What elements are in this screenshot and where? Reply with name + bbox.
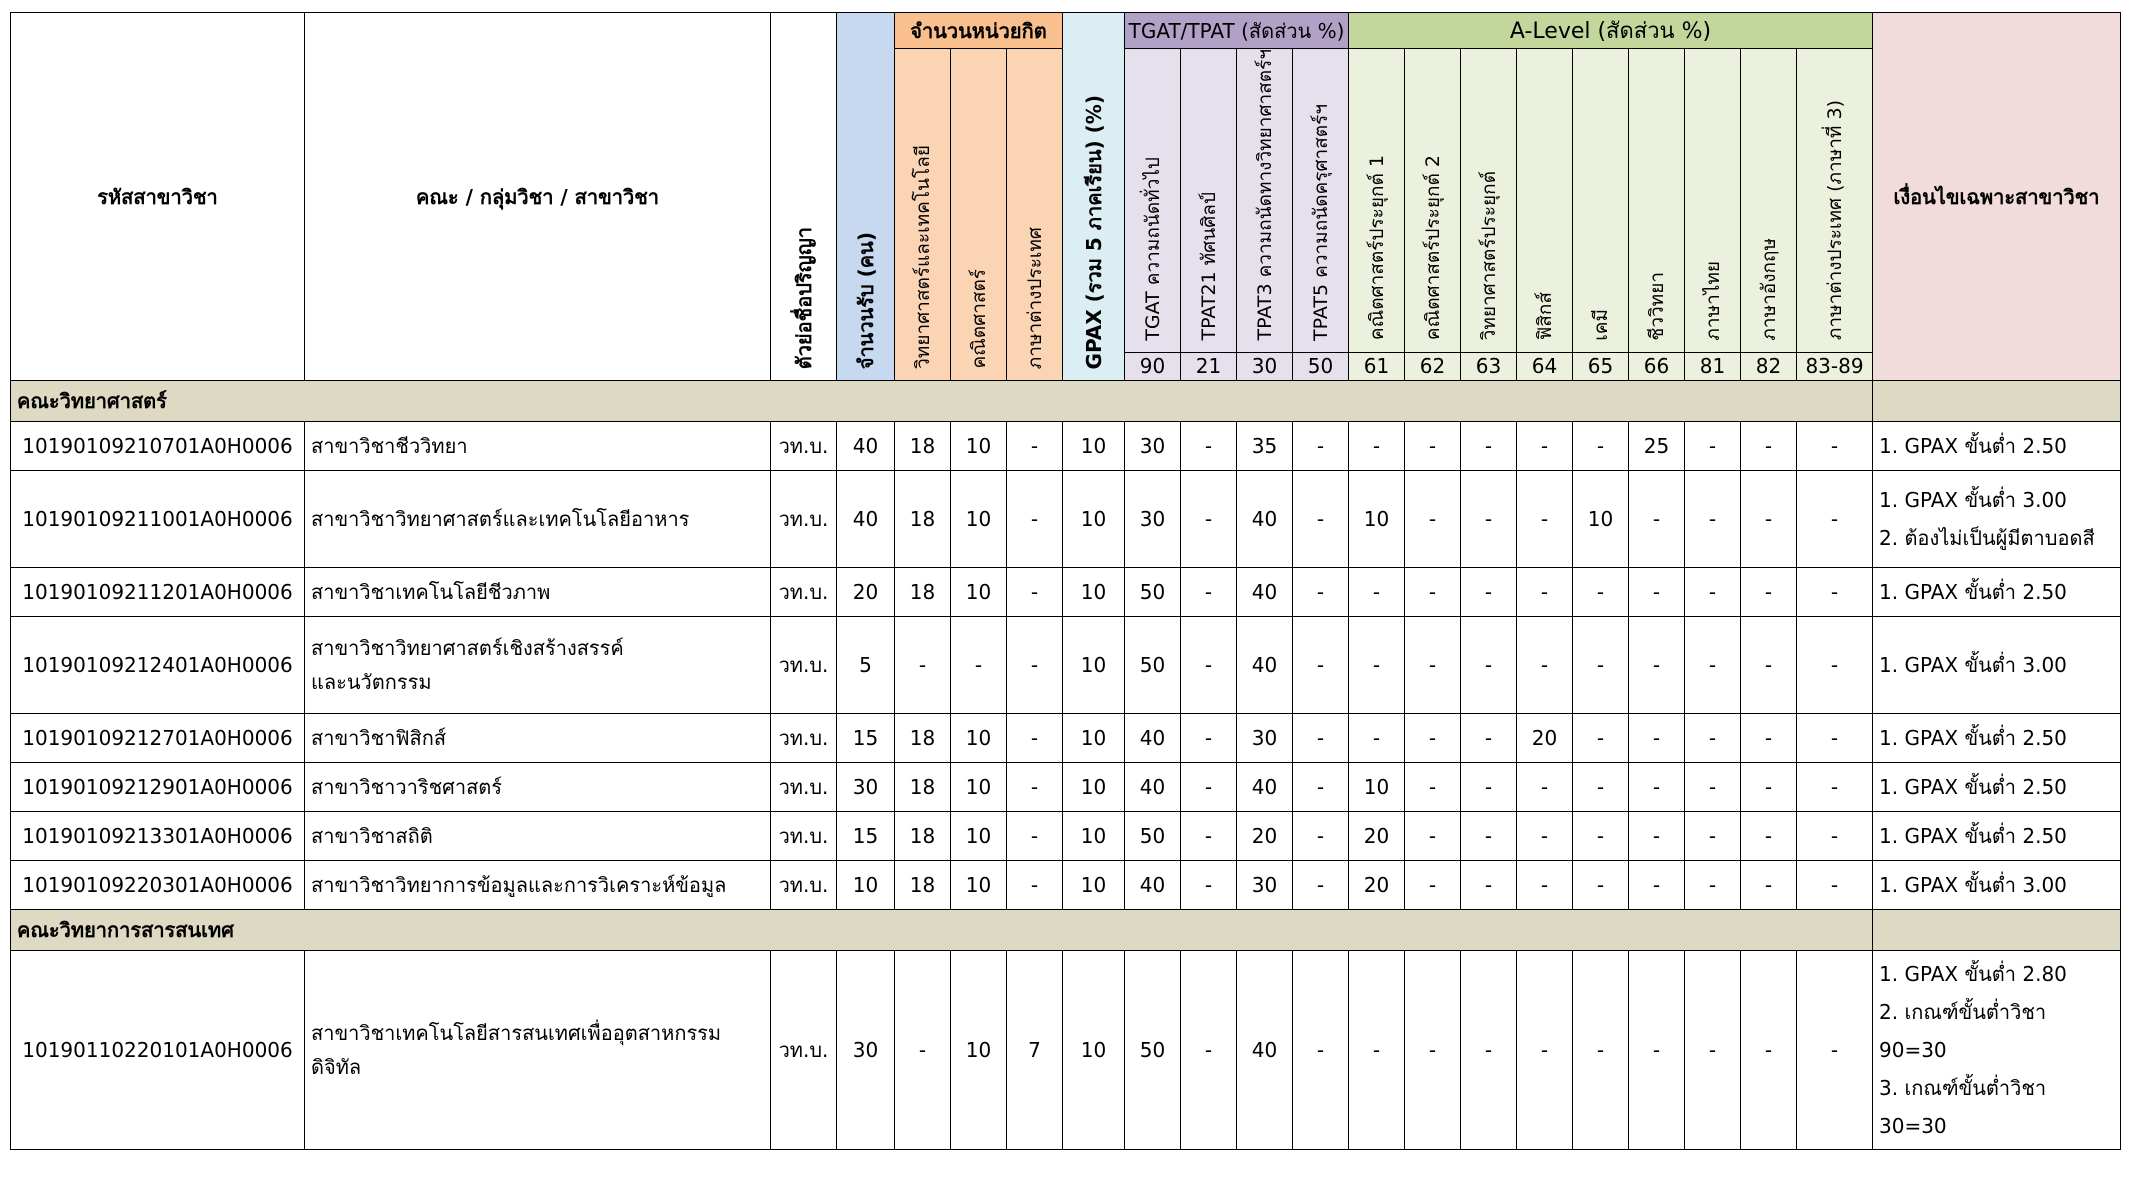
tgat-cell: - xyxy=(1293,422,1349,471)
alevel-cell: - xyxy=(1741,568,1797,617)
header-alevel-code: 83-89 xyxy=(1797,352,1873,380)
tgat-cell: 20 xyxy=(1237,812,1293,861)
alevel-cell: - xyxy=(1461,617,1517,714)
header-credits-col: คณิตศาสตร์ xyxy=(951,49,1007,381)
header-tgat-col: TPAT5 ความถนัดครุศาสตร์ฯ xyxy=(1293,49,1349,353)
header-faculty-major: คณะ / กลุ่มวิชา / สาขาวิชา xyxy=(305,13,771,381)
alevel-cell: - xyxy=(1349,951,1405,1150)
alevel-cell: - xyxy=(1517,951,1573,1150)
credits-cell: 7 xyxy=(1007,951,1063,1150)
tgat-cell: 50 xyxy=(1125,617,1181,714)
alevel-cell: - xyxy=(1741,617,1797,714)
tgat-cell: - xyxy=(1293,617,1349,714)
tgat-cell: 40 xyxy=(1237,617,1293,714)
tgat-cell: - xyxy=(1181,471,1237,568)
quota-cell: 15 xyxy=(837,714,895,763)
tgat-cell: - xyxy=(1181,763,1237,812)
credits-cell: 10 xyxy=(951,422,1007,471)
major-name-line: สาขาวิชาวิทยาการข้อมูลและการวิเคราะห์ข้อมูล xyxy=(311,873,727,897)
tgat-cell: 40 xyxy=(1237,951,1293,1150)
tgat-cell: - xyxy=(1293,714,1349,763)
table-row xyxy=(11,812,2121,861)
alevel-cell: - xyxy=(1797,568,1873,617)
alevel-cell: - xyxy=(1685,763,1741,812)
alevel-cell: - xyxy=(1573,763,1629,812)
faculty-name: คณะวิทยาศาสตร์ xyxy=(11,381,1873,422)
header-credits-col: ภาษาต่างประเทศ xyxy=(1007,49,1063,381)
alevel-cell: - xyxy=(1685,714,1741,763)
condition-line: 1. GPAX ขั้นต่ำ 2.50 xyxy=(1879,580,2067,604)
alevel-cell: - xyxy=(1517,422,1573,471)
faculty-section-row xyxy=(11,381,2121,422)
degree-cell: วท.บ. xyxy=(771,617,837,714)
tgat-cell: - xyxy=(1181,951,1237,1150)
major-code-cell: 10190109210701A0H0006 xyxy=(11,422,305,471)
alevel-cell: - xyxy=(1461,471,1517,568)
header-gpax: GPAX (รวม 5 ภาคเรียน) (%) xyxy=(1063,13,1125,381)
conditions-cell xyxy=(1873,617,2121,714)
table-row xyxy=(11,471,2121,568)
degree-cell: วท.บ. xyxy=(771,812,837,861)
credits-cell: - xyxy=(1007,568,1063,617)
header-alevel-code: 82 xyxy=(1741,352,1797,380)
credits-cell: - xyxy=(1007,471,1063,568)
alevel-cell: - xyxy=(1461,763,1517,812)
tgat-cell: 50 xyxy=(1125,568,1181,617)
faculty-section-row xyxy=(11,910,2121,951)
quota-cell: 10 xyxy=(837,861,895,910)
conditions-cell xyxy=(1873,763,2121,812)
alevel-cell: - xyxy=(1405,422,1461,471)
tgat-cell: 40 xyxy=(1125,763,1181,812)
alevel-cell: - xyxy=(1405,617,1461,714)
tgat-cell: - xyxy=(1293,812,1349,861)
conditions-cell xyxy=(1873,812,2121,861)
degree-cell: วท.บ. xyxy=(771,471,837,568)
alevel-cell: - xyxy=(1349,617,1405,714)
table-row xyxy=(11,617,2121,714)
degree-cell: วท.บ. xyxy=(771,763,837,812)
alevel-cell: - xyxy=(1741,471,1797,568)
gpax-cell: 10 xyxy=(1063,763,1125,812)
alevel-cell: - xyxy=(1517,812,1573,861)
tgat-cell: - xyxy=(1181,714,1237,763)
major-name-line: สาขาวิชาฟิสิกส์ xyxy=(311,726,447,750)
alevel-cell: - xyxy=(1797,812,1873,861)
credits-cell: - xyxy=(1007,763,1063,812)
faculty-section-end xyxy=(1873,910,2121,951)
quota-cell: 40 xyxy=(837,422,895,471)
alevel-cell: 20 xyxy=(1349,812,1405,861)
major-name-line: สาขาวิชาชีววิทยา xyxy=(311,434,468,458)
alevel-cell: - xyxy=(1629,812,1685,861)
alevel-cell: - xyxy=(1517,763,1573,812)
alevel-cell: - xyxy=(1797,861,1873,910)
major-name-line: สาขาวิชาสถิติ xyxy=(311,824,433,848)
alevel-cell: - xyxy=(1573,812,1629,861)
alevel-cell: - xyxy=(1405,763,1461,812)
header-alevel-col: ฟิสิกส์ xyxy=(1517,49,1573,353)
header-credits-group: จำนวนหน่วยกิต xyxy=(895,13,1063,49)
condition-line: 2. เกณฑ์ขั้นต่ำวิชา xyxy=(1879,1000,2047,1024)
alevel-cell: - xyxy=(1461,714,1517,763)
alevel-cell: - xyxy=(1741,812,1797,861)
degree-cell: วท.บ. xyxy=(771,714,837,763)
condition-line: 1. GPAX ขั้นต่ำ 3.00 xyxy=(1879,488,2067,512)
alevel-cell: - xyxy=(1797,422,1873,471)
condition-line: 1. GPAX ขั้นต่ำ 3.00 xyxy=(1879,653,2067,677)
credits-cell: - xyxy=(1007,714,1063,763)
header-major-code: รหัสสาขาวิชา xyxy=(11,13,305,381)
tgat-cell: - xyxy=(1181,812,1237,861)
major-name-cell xyxy=(305,714,771,763)
tgat-cell: 40 xyxy=(1237,471,1293,568)
alevel-cell: - xyxy=(1573,422,1629,471)
condition-line: 3. เกณฑ์ขั้นต่ำวิชา xyxy=(1879,1076,2047,1100)
degree-cell: วท.บ. xyxy=(771,951,837,1150)
header-degree: ตัวย่อชื่อปริญญา xyxy=(771,13,837,381)
major-name-line: สาขาวิชาเทคโนโลยีสารสนเทศเพื่ออุตสาหกรรมดิจิทัล xyxy=(311,1021,722,1079)
alevel-cell: 20 xyxy=(1517,714,1573,763)
major-name-cell xyxy=(305,763,771,812)
table-row xyxy=(11,861,2121,910)
header-tgat-col: TGAT ความถนัดทั่วไป xyxy=(1125,49,1181,353)
condition-line: 30=30 xyxy=(1879,1114,1947,1138)
gpax-cell: 10 xyxy=(1063,568,1125,617)
table-row xyxy=(11,763,2121,812)
alevel-cell: - xyxy=(1405,861,1461,910)
table-row xyxy=(11,422,2121,471)
alevel-cell: - xyxy=(1741,861,1797,910)
major-code-cell: 10190109220301A0H0006 xyxy=(11,861,305,910)
alevel-cell: - xyxy=(1349,714,1405,763)
alevel-cell: - xyxy=(1405,812,1461,861)
credits-cell: - xyxy=(895,951,951,1150)
tgat-cell: - xyxy=(1181,617,1237,714)
gpax-cell: 10 xyxy=(1063,812,1125,861)
alevel-cell: - xyxy=(1797,617,1873,714)
quota-cell: 30 xyxy=(837,951,895,1150)
header-alevel-col: เคมี xyxy=(1573,49,1629,353)
credits-cell: - xyxy=(1007,812,1063,861)
major-name-line: สาขาวิชาวิทยาศาสตร์และเทคโนโลยีอาหาร xyxy=(311,507,690,531)
alevel-cell: - xyxy=(1349,568,1405,617)
alevel-cell: - xyxy=(1517,471,1573,568)
header-alevel-col: ภาษาไทย xyxy=(1685,49,1741,353)
header-alevel-group: A-Level (สัดส่วน %) xyxy=(1349,13,1873,49)
alevel-cell: 10 xyxy=(1573,471,1629,568)
tgat-cell: - xyxy=(1293,951,1349,1150)
alevel-cell: - xyxy=(1629,617,1685,714)
alevel-cell: - xyxy=(1797,471,1873,568)
credits-cell: 10 xyxy=(951,763,1007,812)
header-alevel-col: ภาษาอังกฤษ xyxy=(1741,49,1797,353)
credits-cell: - xyxy=(1007,422,1063,471)
tgat-cell: 30 xyxy=(1237,861,1293,910)
tgat-cell: 40 xyxy=(1237,568,1293,617)
conditions-cell xyxy=(1873,568,2121,617)
alevel-cell: 10 xyxy=(1349,471,1405,568)
alevel-cell: - xyxy=(1405,951,1461,1150)
credits-cell: - xyxy=(1007,861,1063,910)
alevel-cell: - xyxy=(1573,714,1629,763)
credits-cell: 10 xyxy=(951,471,1007,568)
conditions-cell xyxy=(1873,951,2121,1150)
alevel-cell: - xyxy=(1517,861,1573,910)
major-name-cell xyxy=(305,422,771,471)
alevel-cell: - xyxy=(1685,471,1741,568)
tgat-cell: 30 xyxy=(1237,714,1293,763)
credits-cell: 10 xyxy=(951,568,1007,617)
alevel-cell: - xyxy=(1629,714,1685,763)
header-alevel-col: ภาษาต่างประเทศ (ภาษาที่ 3) xyxy=(1797,49,1873,353)
alevel-cell: - xyxy=(1629,861,1685,910)
alevel-cell: - xyxy=(1629,568,1685,617)
faculty-name: คณะวิทยาการสารสนเทศ xyxy=(11,910,1873,951)
header-alevel-code: 65 xyxy=(1573,352,1629,380)
condition-line: 1. GPAX ขั้นต่ำ 3.00 xyxy=(1879,873,2067,897)
header-alevel-code: 64 xyxy=(1517,352,1573,380)
tgat-cell: - xyxy=(1293,763,1349,812)
admission-table xyxy=(10,12,2121,1150)
tgat-cell: 40 xyxy=(1125,861,1181,910)
gpax-cell: 10 xyxy=(1063,617,1125,714)
tgat-cell: 50 xyxy=(1125,812,1181,861)
condition-line: 1. GPAX ขั้นต่ำ 2.50 xyxy=(1879,775,2067,799)
alevel-cell: - xyxy=(1797,763,1873,812)
major-name-cell xyxy=(305,812,771,861)
major-name-line: สาขาวิชาวาริชศาสตร์ xyxy=(311,775,503,799)
tgat-cell: - xyxy=(1293,861,1349,910)
credits-cell: 10 xyxy=(951,812,1007,861)
alevel-cell: - xyxy=(1461,568,1517,617)
condition-line: 1. GPAX ขั้นต่ำ 2.50 xyxy=(1879,726,2067,750)
alevel-cell: - xyxy=(1629,951,1685,1150)
alevel-cell: - xyxy=(1573,951,1629,1150)
degree-cell: วท.บ. xyxy=(771,861,837,910)
major-code-cell: 10190109212401A0H0006 xyxy=(11,617,305,714)
tgat-cell: 30 xyxy=(1125,471,1181,568)
major-code-cell: 10190109212901A0H0006 xyxy=(11,763,305,812)
header-alevel-col: วิทยาศาสตร์ประยุกต์ xyxy=(1461,49,1517,353)
header-tgat-group: TGAT/TPAT (สัดส่วน %) xyxy=(1125,13,1349,49)
alevel-cell: - xyxy=(1685,617,1741,714)
major-name-cell xyxy=(305,471,771,568)
alevel-cell: - xyxy=(1685,568,1741,617)
major-code-cell: 10190109212701A0H0006 xyxy=(11,714,305,763)
tgat-cell: - xyxy=(1181,861,1237,910)
condition-line: 1. GPAX ขั้นต่ำ 2.50 xyxy=(1879,824,2067,848)
alevel-cell: - xyxy=(1685,812,1741,861)
table-row xyxy=(11,714,2121,763)
header-alevel-code: 81 xyxy=(1685,352,1741,380)
tgat-cell: - xyxy=(1181,568,1237,617)
alevel-cell: - xyxy=(1797,951,1873,1150)
credits-cell: 10 xyxy=(951,951,1007,1150)
header-quota: จำนวนรับ (คน) xyxy=(837,13,895,381)
credits-cell: 10 xyxy=(951,861,1007,910)
alevel-cell: - xyxy=(1461,951,1517,1150)
tgat-cell: 40 xyxy=(1125,714,1181,763)
table-row xyxy=(11,951,2121,1150)
credits-cell: - xyxy=(951,617,1007,714)
alevel-cell: - xyxy=(1797,714,1873,763)
tgat-cell: 50 xyxy=(1125,951,1181,1150)
alevel-cell: - xyxy=(1517,617,1573,714)
major-name-cell xyxy=(305,951,771,1150)
major-name-line: สาขาวิชาเทคโนโลยีชีวภาพ xyxy=(311,580,551,604)
header-tgat-code: 50 xyxy=(1293,352,1349,380)
major-code-cell: 10190109211001A0H0006 xyxy=(11,471,305,568)
degree-cell: วท.บ. xyxy=(771,568,837,617)
alevel-cell: - xyxy=(1629,763,1685,812)
credits-cell: 18 xyxy=(895,471,951,568)
alevel-cell: - xyxy=(1741,951,1797,1150)
alevel-cell: - xyxy=(1685,422,1741,471)
condition-line: 1. GPAX ขั้นต่ำ 2.50 xyxy=(1879,434,2067,458)
header-credits-col: วิทยาศาสตร์และเทคโนโลยี xyxy=(895,49,951,381)
alevel-cell: - xyxy=(1741,714,1797,763)
header-tgat-code: 21 xyxy=(1181,352,1237,380)
alevel-cell: - xyxy=(1405,471,1461,568)
gpax-cell: 10 xyxy=(1063,951,1125,1150)
conditions-cell xyxy=(1873,714,2121,763)
alevel-cell: - xyxy=(1573,861,1629,910)
table-row xyxy=(11,568,2121,617)
conditions-cell xyxy=(1873,422,2121,471)
credits-cell: - xyxy=(1007,617,1063,714)
header-alevel-code: 66 xyxy=(1629,352,1685,380)
condition-line: 1. GPAX ขั้นต่ำ 2.80 xyxy=(1879,962,2067,986)
header-alevel-col: ชีววิทยา xyxy=(1629,49,1685,353)
tgat-cell: 35 xyxy=(1237,422,1293,471)
credits-cell: 18 xyxy=(895,861,951,910)
alevel-cell: - xyxy=(1741,763,1797,812)
alevel-cell: - xyxy=(1741,422,1797,471)
header-alevel-col: คณิตศาสตร์ประยุกต์ 2 xyxy=(1405,49,1461,353)
quota-cell: 15 xyxy=(837,812,895,861)
credits-cell: 18 xyxy=(895,568,951,617)
header-conditions: เงื่อนไขเฉพาะสาขาวิชา xyxy=(1873,13,2121,381)
alevel-cell: - xyxy=(1461,422,1517,471)
credits-cell: 18 xyxy=(895,812,951,861)
gpax-cell: 10 xyxy=(1063,861,1125,910)
alevel-cell: 20 xyxy=(1349,861,1405,910)
degree-cell: วท.บ. xyxy=(771,422,837,471)
alevel-cell: - xyxy=(1461,861,1517,910)
tgat-cell: - xyxy=(1181,422,1237,471)
quota-cell: 40 xyxy=(837,471,895,568)
tgat-cell: - xyxy=(1293,568,1349,617)
alevel-cell: - xyxy=(1517,568,1573,617)
credits-cell: 18 xyxy=(895,714,951,763)
condition-line: 90=30 xyxy=(1879,1038,1947,1062)
conditions-cell xyxy=(1873,861,2121,910)
conditions-cell xyxy=(1873,471,2121,568)
alevel-cell: 10 xyxy=(1349,763,1405,812)
quota-cell: 20 xyxy=(837,568,895,617)
faculty-section-end xyxy=(1873,381,2121,422)
alevel-cell: - xyxy=(1685,861,1741,910)
major-name-cell xyxy=(305,861,771,910)
alevel-cell: - xyxy=(1573,568,1629,617)
header-alevel-col: คณิตศาสตร์ประยุกต์ 1 xyxy=(1349,49,1405,353)
header-tgat-col: TPAT21 ทัศนศิลป์ xyxy=(1181,49,1237,353)
gpax-cell: 10 xyxy=(1063,471,1125,568)
header-tgat-code: 30 xyxy=(1237,352,1293,380)
alevel-cell: - xyxy=(1349,422,1405,471)
alevel-cell: - xyxy=(1405,568,1461,617)
credits-cell: 10 xyxy=(951,714,1007,763)
major-code-cell: 10190110220101A0H0006 xyxy=(11,951,305,1150)
gpax-cell: 10 xyxy=(1063,422,1125,471)
alevel-cell: - xyxy=(1685,951,1741,1150)
header-alevel-code: 63 xyxy=(1461,352,1517,380)
tgat-cell: - xyxy=(1293,471,1349,568)
alevel-cell: - xyxy=(1573,617,1629,714)
header-alevel-code: 62 xyxy=(1405,352,1461,380)
alevel-cell: 25 xyxy=(1629,422,1685,471)
quota-cell: 5 xyxy=(837,617,895,714)
alevel-cell: - xyxy=(1405,714,1461,763)
gpax-cell: 10 xyxy=(1063,714,1125,763)
header-tgat-code: 90 xyxy=(1125,352,1181,380)
major-name-cell xyxy=(305,617,771,714)
alevel-cell: - xyxy=(1461,812,1517,861)
major-name-line: และนวัตกรรม xyxy=(311,670,432,694)
header-alevel-code: 61 xyxy=(1349,352,1405,380)
header-tgat-col: TPAT3 ความถนัดทางวิทยาศาสตร์ฯ xyxy=(1237,49,1293,353)
credits-cell: 18 xyxy=(895,422,951,471)
credits-cell: - xyxy=(895,617,951,714)
alevel-cell: - xyxy=(1629,471,1685,568)
tgat-cell: 30 xyxy=(1125,422,1181,471)
credits-cell: 18 xyxy=(895,763,951,812)
major-name-cell xyxy=(305,568,771,617)
condition-line: 2. ต้องไม่เป็นผู้มีตาบอดสี xyxy=(1879,526,2095,550)
quota-cell: 30 xyxy=(837,763,895,812)
major-name-line: สาขาวิชาวิทยาศาสตร์เชิงสร้างสรรค์ xyxy=(311,636,624,660)
tgat-cell: 40 xyxy=(1237,763,1293,812)
major-code-cell: 10190109213301A0H0006 xyxy=(11,812,305,861)
major-code-cell: 10190109211201A0H0006 xyxy=(11,568,305,617)
